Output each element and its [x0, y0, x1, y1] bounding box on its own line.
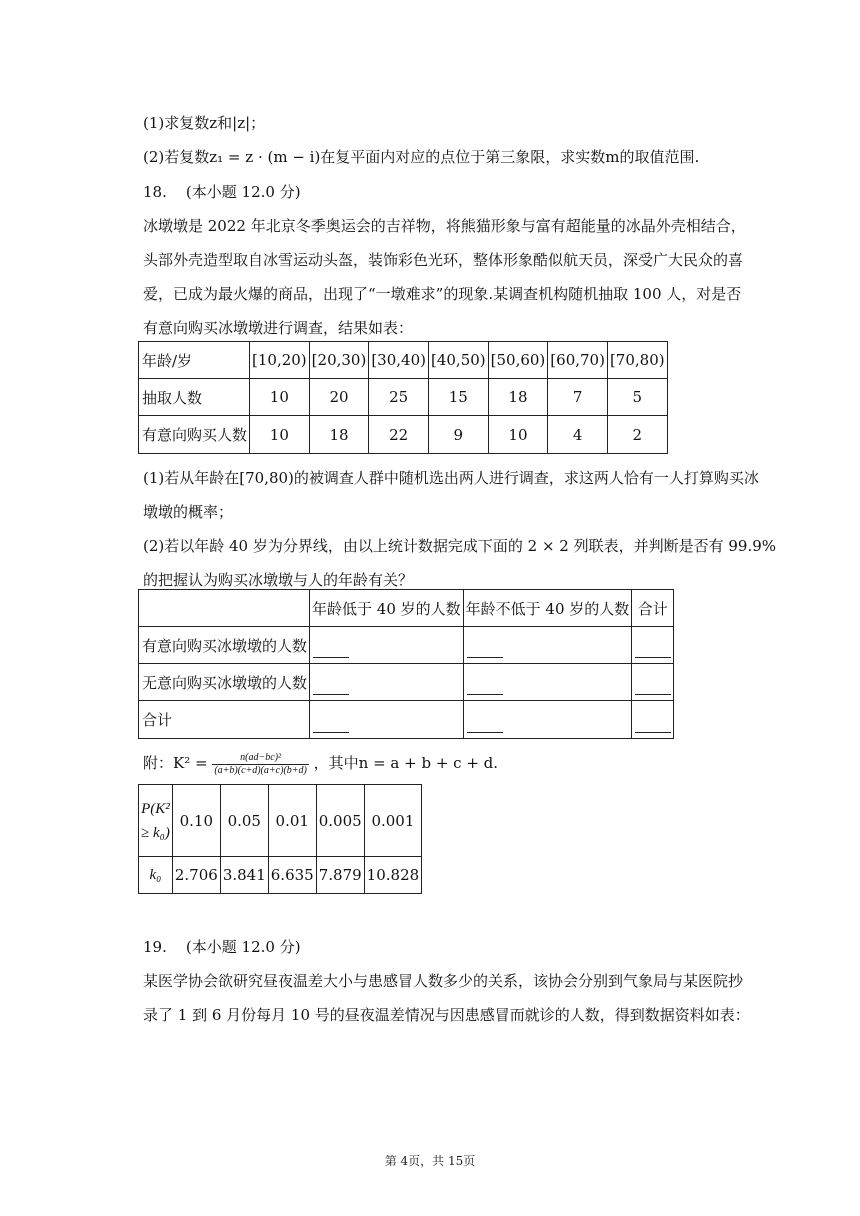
table-row-label: 有意向购买冰墩墩的人数: [139, 627, 310, 664]
answer-blank[interactable]: [467, 692, 503, 695]
prob-label-line: ≥ k₀): [141, 824, 170, 841]
table-cell: 4: [548, 416, 608, 454]
q18-part2-line: 的把握认为购买冰墩墩与人的年龄有关？: [143, 571, 414, 589]
critical-value-table: [138, 784, 422, 894]
table-cell: 3.841: [220, 857, 268, 894]
table-row: [139, 379, 668, 416]
table-cell: 20: [309, 379, 369, 416]
table-cell: 2: [607, 416, 667, 454]
table-row: [139, 701, 674, 739]
table-row: [139, 627, 674, 664]
answer-blank[interactable]: [467, 655, 503, 658]
table-row-label: 合计: [139, 701, 310, 739]
table-cell: 15: [428, 379, 488, 416]
table-cell: 0.005: [316, 785, 364, 857]
formula-fraction: [212, 752, 309, 777]
table-row: [139, 416, 668, 454]
table-cell: 18: [488, 379, 548, 416]
table-cell: 5: [607, 379, 667, 416]
table-cell: 10: [250, 416, 310, 454]
q18-para-line: 头部外壳造型取自冰雪运动头盔，装饰彩色光环，整体形象酷似航天员，深受广大民众的喜: [143, 251, 744, 269]
answer-blank[interactable]: [467, 730, 503, 733]
table-cell: 9: [428, 416, 488, 454]
table-header-cell: 年龄不低于 40 岁的人数: [463, 590, 632, 627]
q17-part2: (2)若复数z₁ = z · (m − i)在复平面内对应的点位于第三象限，求实数m的取值范围.: [143, 148, 700, 166]
table-header-cell: 年龄/岁: [139, 342, 250, 379]
q18-para-line: 有意向购买冰墩墩进行调查，结果如表：: [143, 319, 414, 337]
q18-para-line: 爱，已成为最火爆的商品，出现了“一墩难求”的现象.某调查机构随机抽取 100 人，对是否: [143, 285, 742, 303]
table-cell: 10.828: [364, 857, 422, 894]
q18-header: 18. (本小题 12.0 分): [143, 183, 301, 201]
table-cell: 25: [369, 379, 429, 416]
table-row: [139, 664, 674, 701]
table-header-cell: [60,70): [548, 342, 608, 379]
table-cell: 22: [369, 416, 429, 454]
table-cell: 抽取人数: [139, 379, 250, 416]
table-header-cell: 合计: [632, 590, 674, 627]
table-cell: 18: [309, 416, 369, 454]
formula-numerator: n(ad−bc)²: [212, 752, 309, 765]
table-cell: 0.05: [220, 785, 268, 857]
table-cell: 有意向购买人数: [139, 416, 250, 454]
answer-blank[interactable]: [313, 692, 349, 695]
table-cell: 0.10: [172, 785, 220, 857]
table-header-cell: [139, 590, 310, 627]
table-cell: 10: [250, 379, 310, 416]
formula-denominator: (a+b)(c+d)(a+c)(b+d): [214, 764, 307, 776]
k2-formula: [143, 750, 498, 777]
answer-blank[interactable]: [313, 655, 349, 658]
formula-suffix: ，其中n = a + b + c + d.: [313, 754, 499, 772]
table-header-cell: [40,50): [428, 342, 488, 379]
table-cell: 7: [548, 379, 608, 416]
formula-prefix: 附：K² =: [143, 754, 208, 772]
table-header-cell: [70,80): [607, 342, 667, 379]
table-row: [139, 857, 422, 894]
table-cell: 7.879: [316, 857, 364, 894]
table-cell: 0.01: [268, 785, 316, 857]
table-header-cell: [139, 785, 173, 857]
table-header-cell: k₀: [139, 857, 173, 894]
table-header-cell: [10,20): [250, 342, 310, 379]
table-row-label: 无意向购买冰墩墩的人数: [139, 664, 310, 701]
table-header-cell: [50,60): [488, 342, 548, 379]
q19-para-line: 录了 1 到 6 月份每月 10 号的昼夜温差情况与因患感冒而就诊的人数，得到数据资料如表：: [143, 1006, 750, 1024]
table-cell: 10: [488, 416, 548, 454]
q18-para-line: 冰墩墩是 2022 年北京冬季奥运会的吉祥物，将熊猫形象与富有超能量的冰晶外壳相结合，: [143, 217, 746, 235]
answer-blank[interactable]: [313, 730, 349, 733]
page-footer: 第 4页，共 15页: [384, 1154, 476, 1168]
answer-blank[interactable]: [635, 692, 671, 695]
table-cell: 2.706: [172, 857, 220, 894]
table-header-cell: [30,40): [369, 342, 429, 379]
q19-header: 19. (本小题 12.0 分): [143, 938, 301, 956]
table-header-cell: [20,30): [309, 342, 369, 379]
q18-part1-line: 墩墩的概率；: [143, 503, 234, 521]
answer-blank[interactable]: [635, 730, 671, 733]
q18-part2-line: (2)若以年龄 40 岁为分界线，由以上统计数据完成下面的 2 × 2 列联表，并判断是否有 99.9%: [143, 537, 777, 555]
q17-part1: (1)求复数z和|z|；: [143, 114, 266, 132]
table-cell: 6.635: [268, 857, 316, 894]
prob-label-line: P(K²: [141, 800, 170, 817]
table-cell: 0.001: [364, 785, 422, 857]
q18-part1-line: (1)若从年龄在[70,80)的被调查人群中随机选出两人进行调查，求这两人恰有一人打算购买冰: [143, 469, 759, 487]
contingency-table: [138, 589, 674, 739]
table-header-cell: 年龄低于 40 岁的人数: [310, 590, 464, 627]
answer-blank[interactable]: [635, 655, 671, 658]
age-survey-table: [138, 341, 668, 454]
q19-para-line: 某医学协会欲研究昼夜温差大小与患感冒人数多少的关系，该协会分别到气象局与某医院抄: [143, 972, 744, 990]
